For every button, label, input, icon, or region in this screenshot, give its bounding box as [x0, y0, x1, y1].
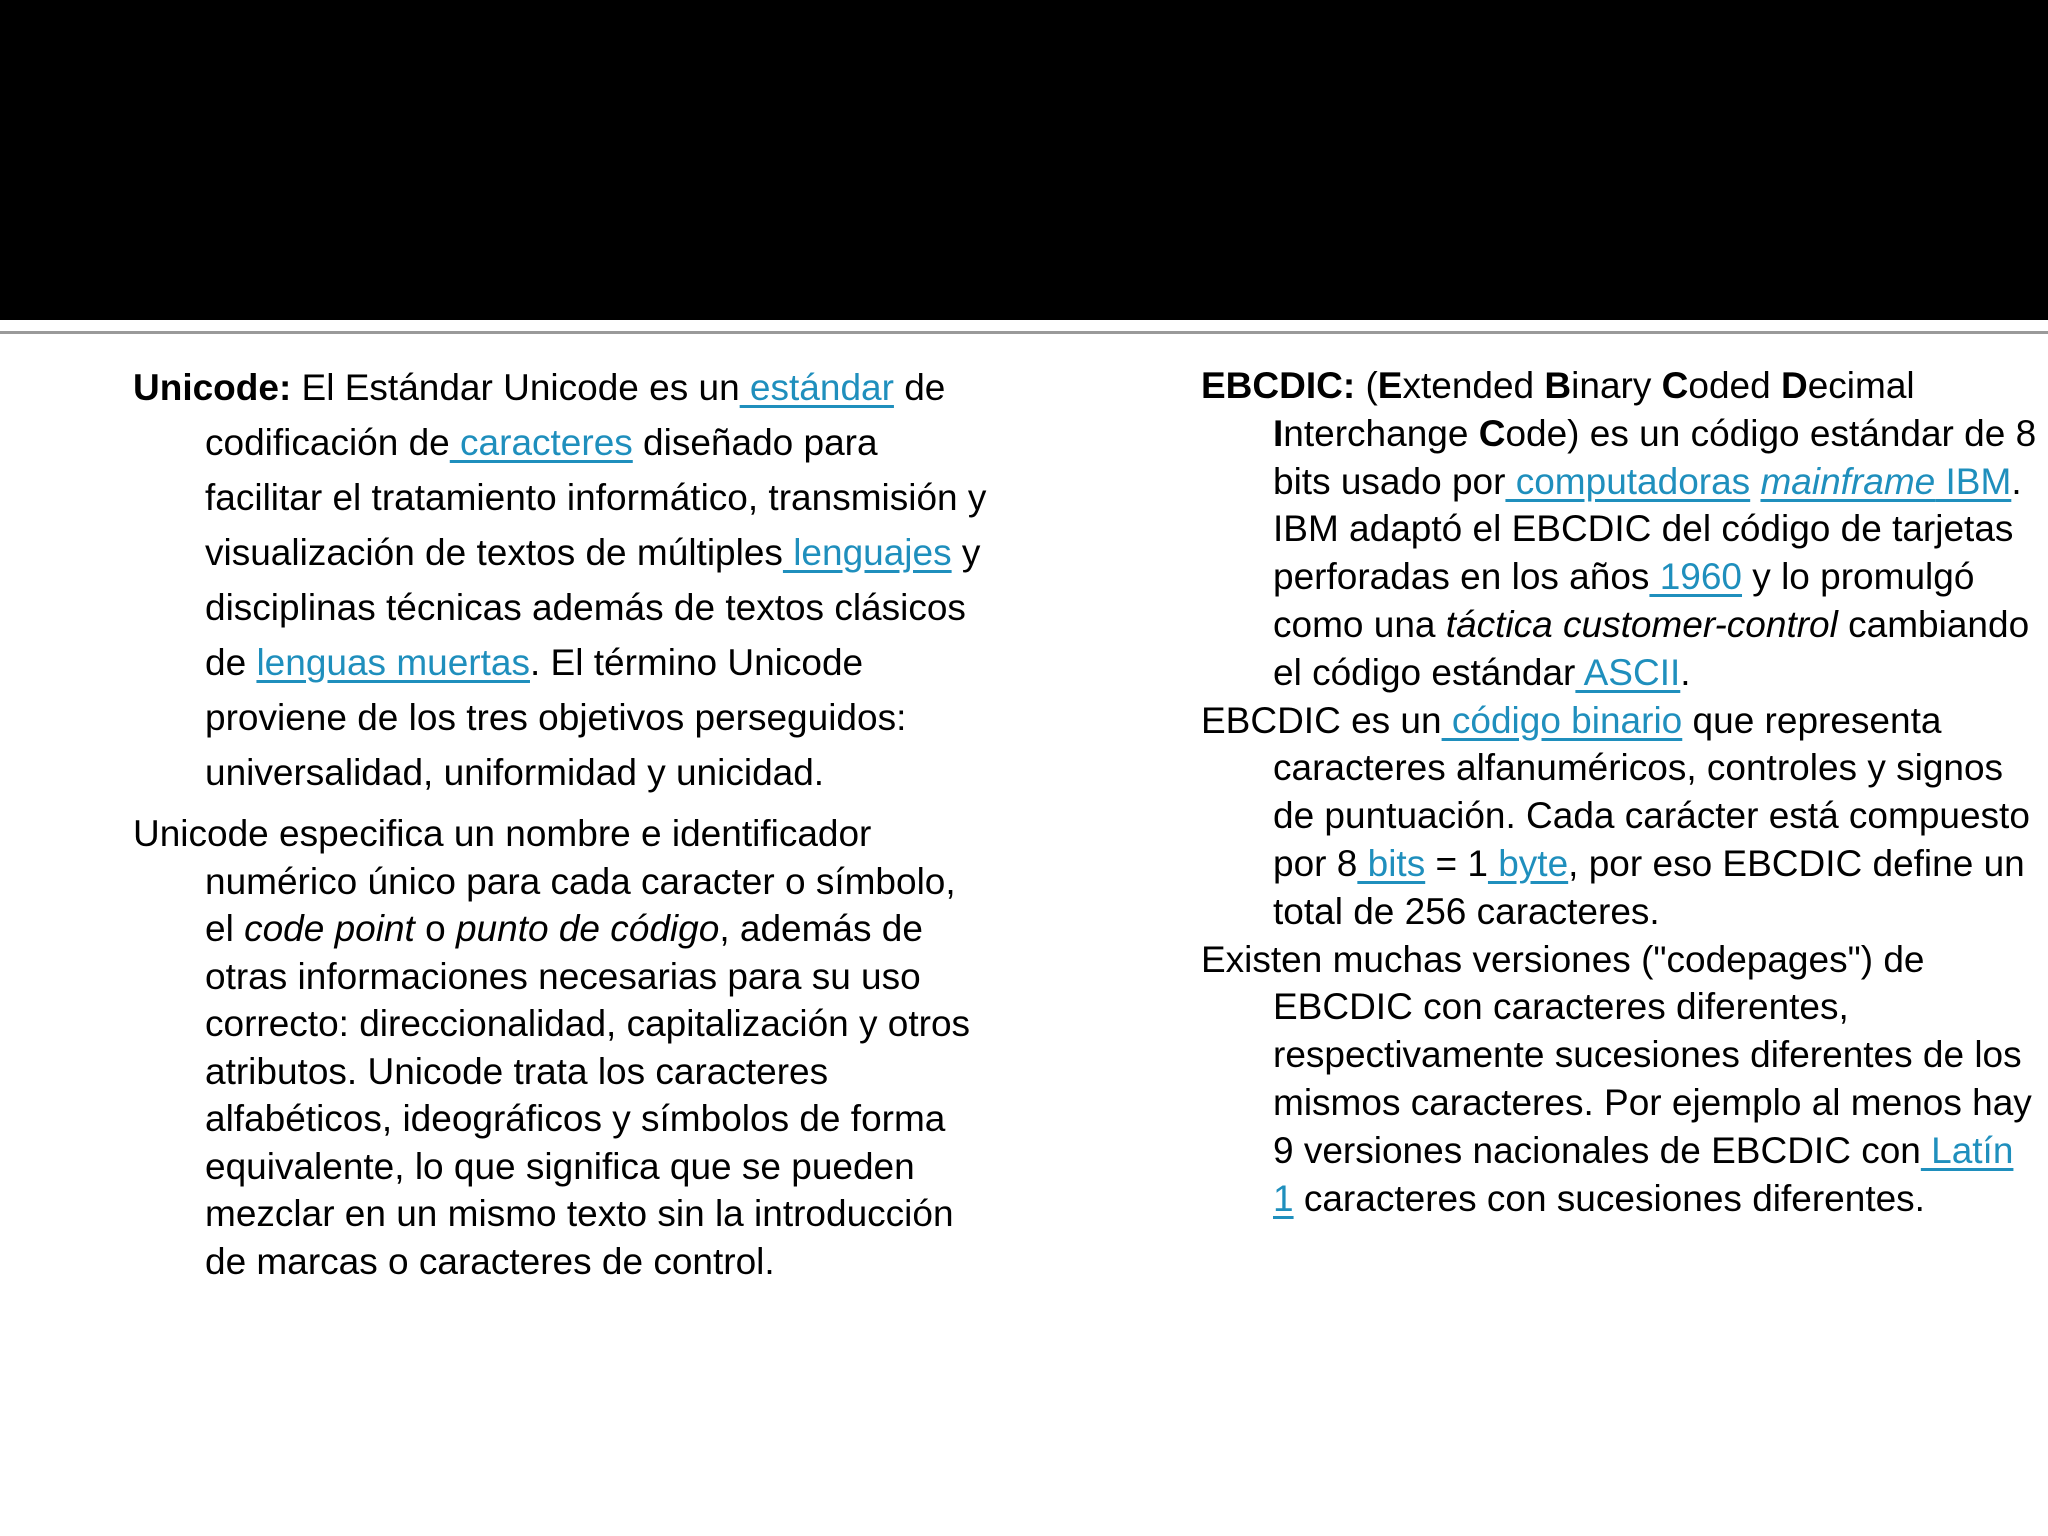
- link-estandar[interactable]: estándar: [739, 367, 894, 408]
- unicode-column: [133, 360, 993, 1285]
- ebcdic-column: [1201, 362, 2041, 1222]
- title-divider: [0, 331, 2048, 334]
- link-lenguas-muertas[interactable]: lenguas muertas: [256, 642, 530, 683]
- unicode-term: Unicode:: [133, 367, 292, 408]
- title-band: [0, 0, 2048, 320]
- unicode-code-point-paragraph: Unicode especifica un nombre e identificador numérico único para cada caracter o símbolo, el code point o punto de código, además de otras informaciones necesarias para su uso correcto: direccionalidad, capitalización y otros atributos. Unicode trata los caracteres alfabéticos, ideográficos y símbolos de forma equivalente, lo que significa que se pueden mezclar en un mismo texto sin la introducción de marcas o caracteres de control.: [133, 813, 971, 1282]
- link-computadoras[interactable]: computadoras: [1505, 460, 1751, 502]
- link-codigo-binario[interactable]: código binario: [1441, 699, 1683, 741]
- link-caracteres[interactable]: caracteres: [449, 422, 633, 463]
- link-ascii[interactable]: ASCII: [1575, 651, 1681, 693]
- link-byte[interactable]: byte: [1487, 842, 1569, 884]
- ebcdic-binary-paragraph: EBCDIC es un código binario que representa caracteres alfanuméricos, controles y signos de puntuación. Cada carácter está compuesto por 8 bits = 1 byte, por eso EBCDIC define un total de 256 caracteres.: [1201, 699, 2030, 932]
- link-ibm[interactable]: IBM: [1935, 460, 2012, 502]
- unicode-definition-paragraph: Unicode: El Estándar Unicode es un estándar de codificación de caracteres diseñado para facilitar el tratamiento informático, transmisión y visualización de textos de múltiples lenguajes y disciplinas técnicas además de textos clásicos de lenguas muertas. El término Unicode proviene de los tres objetivos perseguidos: universalidad, uniformidad y unicidad.: [133, 367, 987, 793]
- ebcdic-definition-paragraph: EBCDIC: (Extended Binary Coded Decimal Interchange Code) es un código estándar de 8 bits usado por computadoras mainframe IBM. IBM adaptó el EBCDIC del código de tarjetas perforadas en los años 1960 y lo promulgó como una táctica customer-control cambiando el código estándar ASCII.: [1201, 365, 2037, 693]
- link-bits[interactable]: bits: [1357, 842, 1426, 884]
- link-1960[interactable]: 1960: [1649, 556, 1743, 598]
- ebcdic-term: EBCDIC:: [1201, 365, 1356, 406]
- link-mainframe[interactable]: mainframe: [1760, 460, 1936, 502]
- ebcdic-codepages-paragraph: Existen muchas versiones ("codepages") de EBCDIC con caracteres diferentes, respectivamente sucesiones diferentes de los mismos caracteres. Por ejemplo al menos hay 9 versiones nacionales de EBCDIC con Latín 1 caracteres con sucesiones diferentes.: [1201, 938, 2032, 1219]
- link-lenguajes[interactable]: lenguajes: [782, 532, 952, 573]
- link-latin-1[interactable]: Latín 1: [1273, 1129, 2014, 1219]
